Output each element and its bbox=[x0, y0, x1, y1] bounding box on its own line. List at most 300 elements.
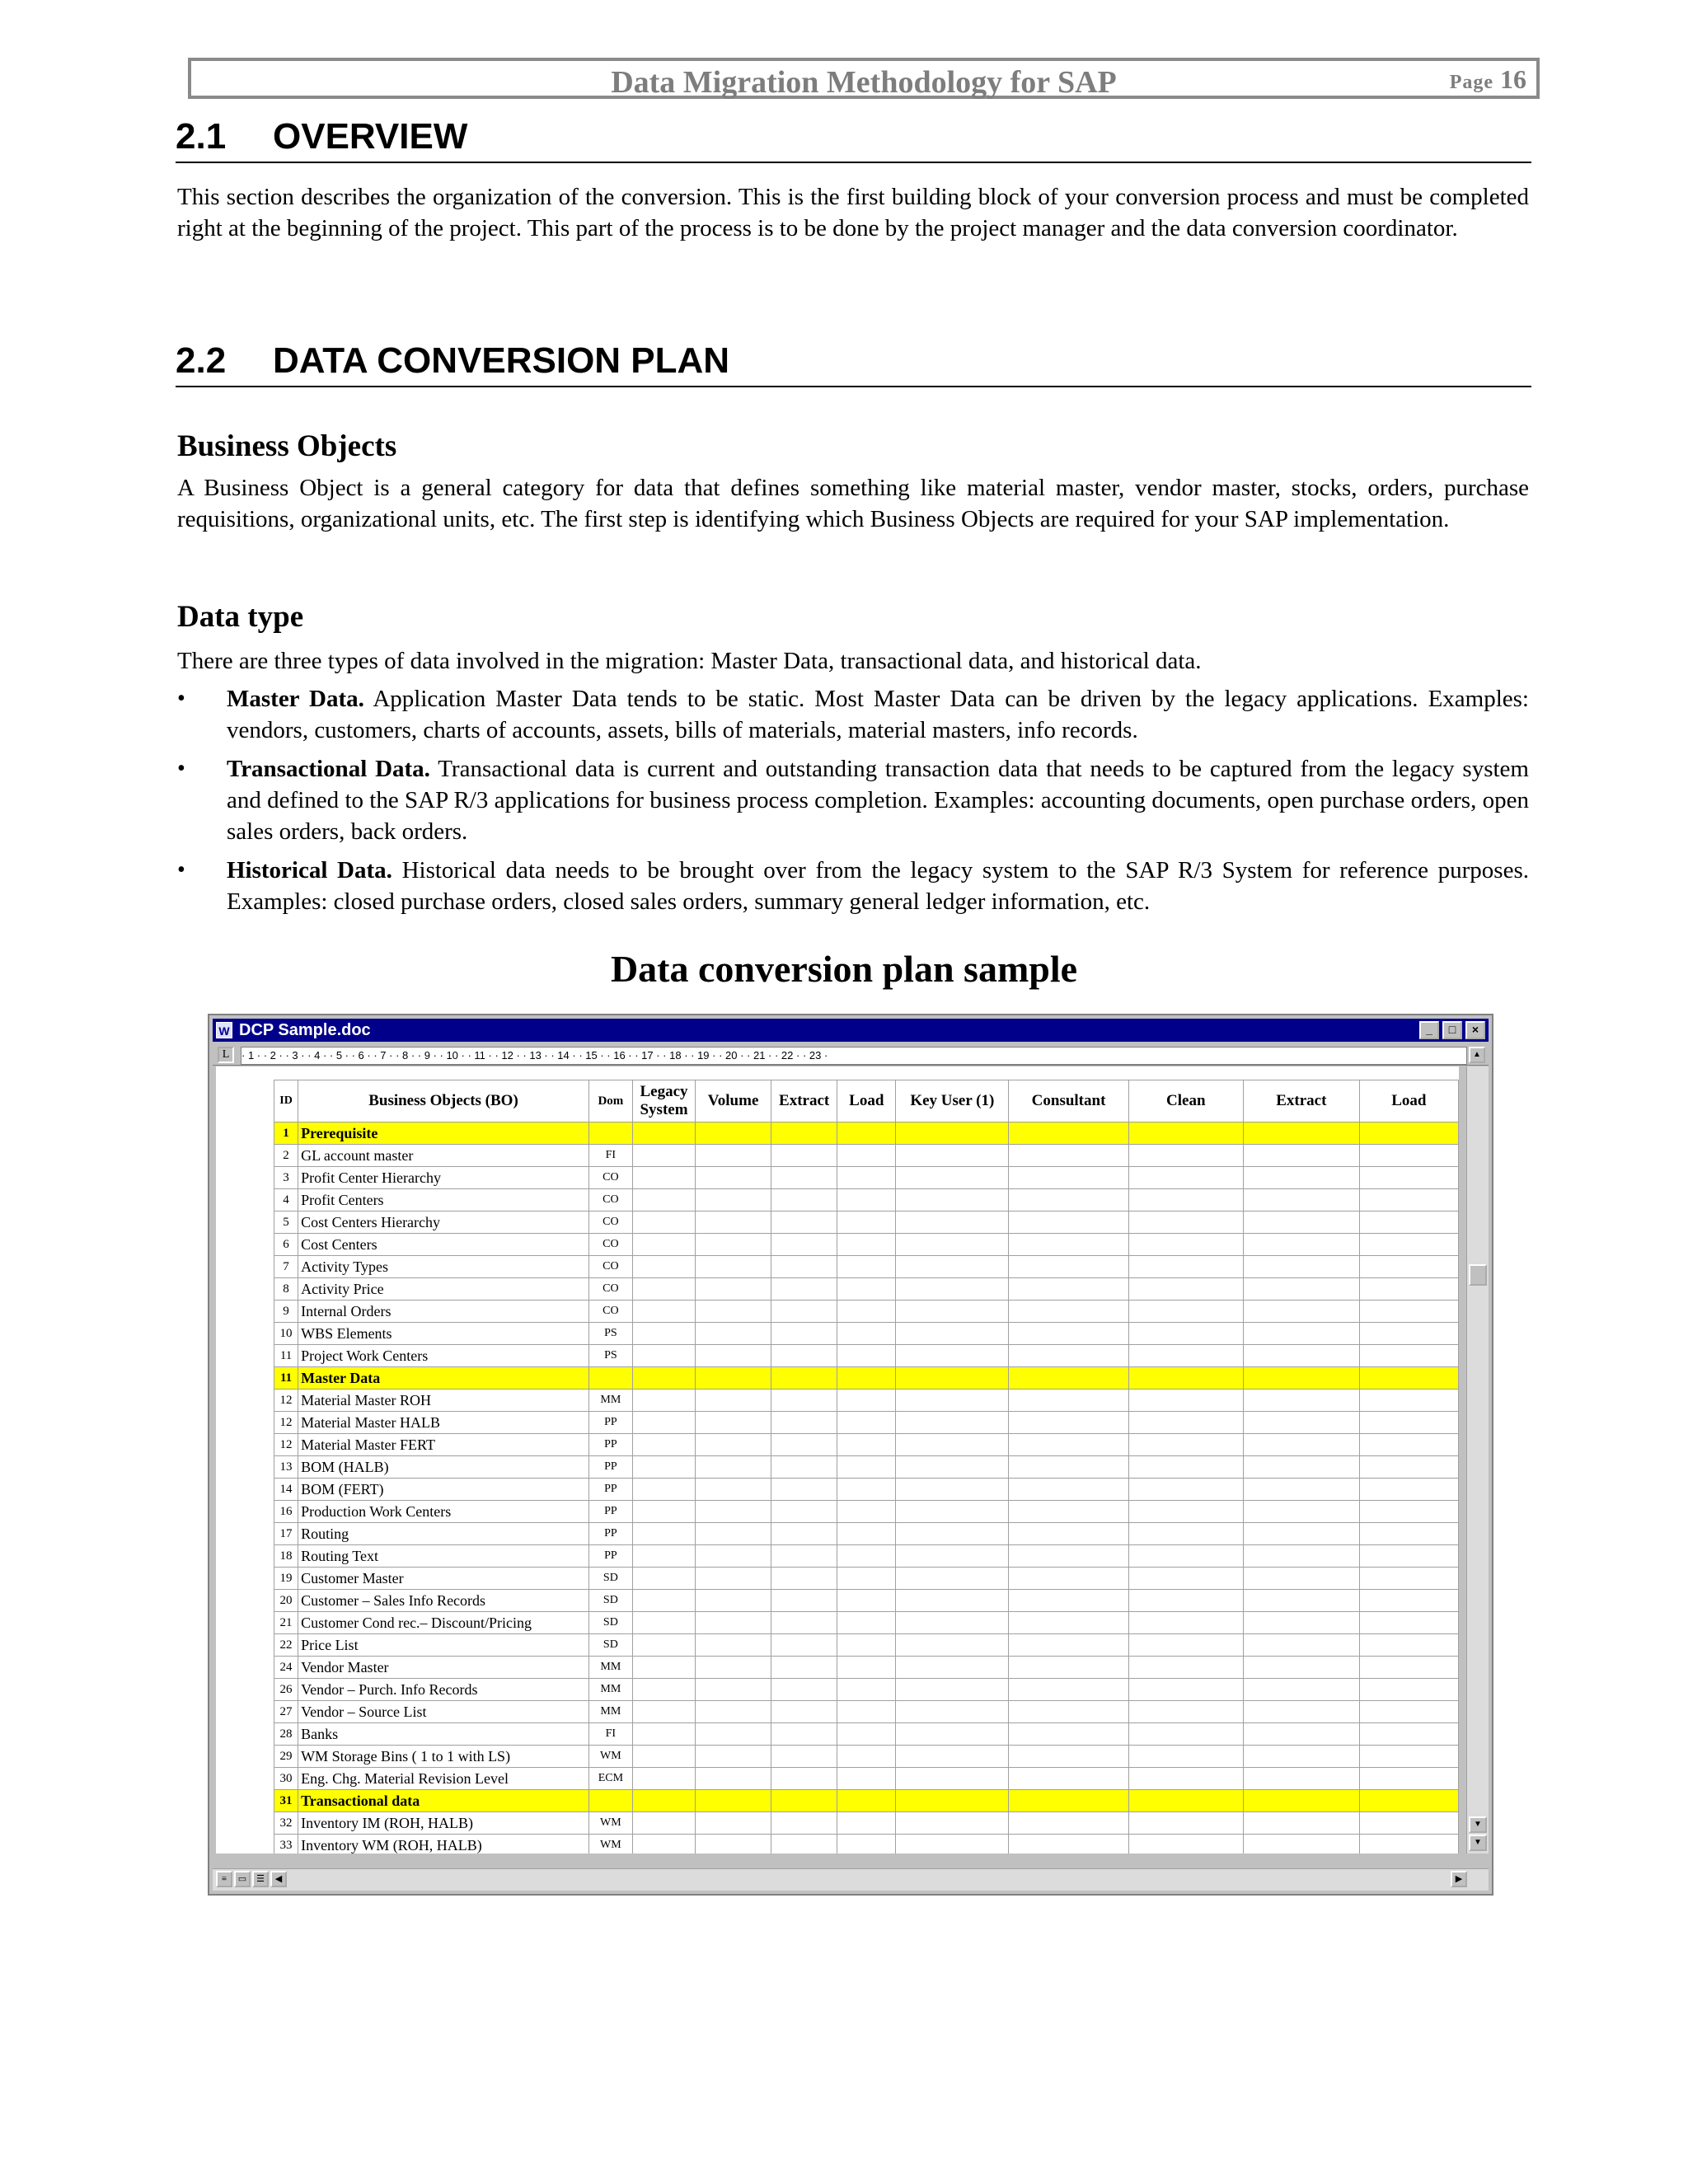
business-object-cell[interactable]: Profit Centers bbox=[298, 1189, 589, 1212]
business-object-cell[interactable]: Material Master ROH bbox=[298, 1390, 589, 1412]
consultant-cell[interactable] bbox=[1009, 1345, 1128, 1367]
consultant-cell[interactable] bbox=[1009, 1479, 1128, 1501]
domain-cell[interactable]: WM bbox=[588, 1812, 632, 1835]
consultant-cell[interactable] bbox=[1009, 1390, 1128, 1412]
extract-cell[interactable] bbox=[771, 1189, 837, 1212]
domain-cell[interactable]: SD bbox=[588, 1634, 632, 1657]
key-user-cell[interactable] bbox=[896, 1723, 1009, 1746]
volume-cell[interactable] bbox=[696, 1256, 771, 1278]
load-cell[interactable] bbox=[837, 1256, 896, 1278]
consultant-cell[interactable] bbox=[1009, 1301, 1128, 1323]
load-cell[interactable] bbox=[837, 1679, 896, 1701]
load-cell[interactable] bbox=[837, 1723, 896, 1746]
load-2-cell[interactable] bbox=[1359, 1523, 1458, 1545]
clean-cell[interactable] bbox=[1128, 1768, 1243, 1790]
load-cell[interactable] bbox=[837, 1545, 896, 1568]
clean-cell[interactable] bbox=[1128, 1657, 1243, 1679]
load-2-cell[interactable] bbox=[1359, 1701, 1458, 1723]
extract-cell[interactable] bbox=[771, 1768, 837, 1790]
row-id-cell[interactable]: 30 bbox=[274, 1768, 298, 1790]
key-user-cell[interactable] bbox=[896, 1212, 1009, 1234]
row-id-cell[interactable]: 12 bbox=[274, 1434, 298, 1456]
extract-2-cell[interactable] bbox=[1243, 1657, 1359, 1679]
extract-cell[interactable] bbox=[771, 1167, 837, 1189]
business-object-cell[interactable]: Customer Master bbox=[298, 1568, 589, 1590]
domain-cell[interactable]: PS bbox=[588, 1345, 632, 1367]
load-2-cell[interactable] bbox=[1359, 1434, 1458, 1456]
domain-cell[interactable]: PP bbox=[588, 1456, 632, 1479]
extract-2-cell[interactable] bbox=[1243, 1568, 1359, 1590]
load-cell[interactable] bbox=[837, 1234, 896, 1256]
business-object-cell[interactable]: BOM (HALB) bbox=[298, 1456, 589, 1479]
extract-cell[interactable] bbox=[771, 1790, 837, 1812]
legacy-system-cell[interactable] bbox=[632, 1189, 695, 1212]
load-2-cell[interactable] bbox=[1359, 1122, 1458, 1145]
domain-cell[interactable]: WM bbox=[588, 1835, 632, 1854]
row-id-cell[interactable]: 16 bbox=[274, 1501, 298, 1523]
consultant-cell[interactable] bbox=[1009, 1835, 1128, 1854]
business-object-cell[interactable]: Banks bbox=[298, 1723, 589, 1746]
row-id-cell[interactable]: 12 bbox=[274, 1412, 298, 1434]
key-user-cell[interactable] bbox=[896, 1367, 1009, 1390]
extract-cell[interactable] bbox=[771, 1746, 837, 1768]
extract-2-cell[interactable] bbox=[1243, 1145, 1359, 1167]
row-id-cell[interactable]: 26 bbox=[274, 1679, 298, 1701]
domain-cell[interactable]: MM bbox=[588, 1701, 632, 1723]
extract-2-cell[interactable] bbox=[1243, 1256, 1359, 1278]
domain-cell[interactable]: PP bbox=[588, 1479, 632, 1501]
business-object-cell[interactable]: Transactional data bbox=[298, 1790, 589, 1812]
key-user-cell[interactable] bbox=[896, 1167, 1009, 1189]
row-id-cell[interactable]: 20 bbox=[274, 1590, 298, 1612]
clean-cell[interactable] bbox=[1128, 1323, 1243, 1345]
volume-cell[interactable] bbox=[696, 1657, 771, 1679]
extract-2-cell[interactable] bbox=[1243, 1723, 1359, 1746]
key-user-cell[interactable] bbox=[896, 1523, 1009, 1545]
outline-view-icon[interactable]: ☰ bbox=[252, 1871, 269, 1887]
row-id-cell[interactable]: 32 bbox=[274, 1812, 298, 1835]
extract-cell[interactable] bbox=[771, 1812, 837, 1835]
extract-cell[interactable] bbox=[771, 1122, 837, 1145]
extract-2-cell[interactable] bbox=[1243, 1122, 1359, 1145]
key-user-cell[interactable] bbox=[896, 1568, 1009, 1590]
business-object-cell[interactable]: Customer Cond rec.– Discount/Pricing bbox=[298, 1612, 589, 1634]
clean-cell[interactable] bbox=[1128, 1790, 1243, 1812]
maximize-icon[interactable]: □ bbox=[1442, 1021, 1462, 1039]
key-user-cell[interactable] bbox=[896, 1679, 1009, 1701]
legacy-system-cell[interactable] bbox=[632, 1278, 695, 1301]
extract-2-cell[interactable] bbox=[1243, 1545, 1359, 1568]
volume-cell[interactable] bbox=[696, 1323, 771, 1345]
clean-cell[interactable] bbox=[1128, 1835, 1243, 1854]
legacy-system-cell[interactable] bbox=[632, 1212, 695, 1234]
extract-cell[interactable] bbox=[771, 1301, 837, 1323]
row-id-cell[interactable]: 13 bbox=[274, 1456, 298, 1479]
clean-cell[interactable] bbox=[1128, 1278, 1243, 1301]
load-cell[interactable] bbox=[837, 1768, 896, 1790]
key-user-cell[interactable] bbox=[896, 1256, 1009, 1278]
business-object-cell[interactable]: Vendor – Purch. Info Records bbox=[298, 1679, 589, 1701]
clean-cell[interactable] bbox=[1128, 1479, 1243, 1501]
extract-2-cell[interactable] bbox=[1243, 1390, 1359, 1412]
load-cell[interactable] bbox=[837, 1479, 896, 1501]
consultant-cell[interactable] bbox=[1009, 1812, 1128, 1835]
consultant-cell[interactable] bbox=[1009, 1212, 1128, 1234]
legacy-system-cell[interactable] bbox=[632, 1523, 695, 1545]
ruler[interactable] bbox=[213, 1045, 1489, 1066]
domain-cell[interactable]: CO bbox=[588, 1278, 632, 1301]
domain-cell[interactable]: CO bbox=[588, 1256, 632, 1278]
extract-cell[interactable] bbox=[771, 1323, 837, 1345]
clean-cell[interactable] bbox=[1128, 1701, 1243, 1723]
legacy-system-cell[interactable] bbox=[632, 1701, 695, 1723]
business-object-cell[interactable]: Vendor – Source List bbox=[298, 1701, 589, 1723]
horizontal-scrollbar[interactable] bbox=[213, 1868, 1489, 1891]
domain-cell[interactable]: SD bbox=[588, 1590, 632, 1612]
load-2-cell[interactable] bbox=[1359, 1723, 1458, 1746]
load-2-cell[interactable] bbox=[1359, 1501, 1458, 1523]
load-cell[interactable] bbox=[837, 1835, 896, 1854]
scroll-left-icon[interactable]: ◀ bbox=[270, 1871, 287, 1887]
key-user-cell[interactable] bbox=[896, 1545, 1009, 1568]
clean-cell[interactable] bbox=[1128, 1523, 1243, 1545]
extract-cell[interactable] bbox=[771, 1412, 837, 1434]
clean-cell[interactable] bbox=[1128, 1412, 1243, 1434]
volume-cell[interactable] bbox=[696, 1145, 771, 1167]
load-cell[interactable] bbox=[837, 1145, 896, 1167]
extract-cell[interactable] bbox=[771, 1657, 837, 1679]
key-user-cell[interactable] bbox=[896, 1278, 1009, 1301]
domain-cell[interactable]: WM bbox=[588, 1746, 632, 1768]
business-object-cell[interactable]: Project Work Centers bbox=[298, 1345, 589, 1367]
business-object-cell[interactable]: Inventory IM (ROH, HALB) bbox=[298, 1812, 589, 1835]
load-2-cell[interactable] bbox=[1359, 1612, 1458, 1634]
row-id-cell[interactable]: 7 bbox=[274, 1256, 298, 1278]
extract-cell[interactable] bbox=[771, 1234, 837, 1256]
extract-2-cell[interactable] bbox=[1243, 1835, 1359, 1854]
extract-2-cell[interactable] bbox=[1243, 1612, 1359, 1634]
volume-cell[interactable] bbox=[696, 1412, 771, 1434]
legacy-system-cell[interactable] bbox=[632, 1301, 695, 1323]
volume-cell[interactable] bbox=[696, 1501, 771, 1523]
extract-2-cell[interactable] bbox=[1243, 1434, 1359, 1456]
clean-cell[interactable] bbox=[1128, 1723, 1243, 1746]
load-2-cell[interactable] bbox=[1359, 1746, 1458, 1768]
clean-cell[interactable] bbox=[1128, 1145, 1243, 1167]
domain-cell[interactable]: PP bbox=[588, 1434, 632, 1456]
next-page-icon[interactable]: ▼ bbox=[1469, 1835, 1487, 1851]
vertical-scroll-thumb[interactable] bbox=[1469, 1264, 1487, 1286]
row-id-cell[interactable]: 8 bbox=[274, 1278, 298, 1301]
row-id-cell[interactable]: 24 bbox=[274, 1657, 298, 1679]
consultant-cell[interactable] bbox=[1009, 1256, 1128, 1278]
extract-2-cell[interactable] bbox=[1243, 1479, 1359, 1501]
volume-cell[interactable] bbox=[696, 1479, 771, 1501]
key-user-cell[interactable] bbox=[896, 1323, 1009, 1345]
volume-cell[interactable] bbox=[696, 1301, 771, 1323]
key-user-cell[interactable] bbox=[896, 1145, 1009, 1167]
load-2-cell[interactable] bbox=[1359, 1590, 1458, 1612]
consultant-cell[interactable] bbox=[1009, 1768, 1128, 1790]
volume-cell[interactable] bbox=[696, 1701, 771, 1723]
load-2-cell[interactable] bbox=[1359, 1456, 1458, 1479]
volume-cell[interactable] bbox=[696, 1545, 771, 1568]
key-user-cell[interactable] bbox=[896, 1456, 1009, 1479]
extract-cell[interactable] bbox=[771, 1479, 837, 1501]
consultant-cell[interactable] bbox=[1009, 1568, 1128, 1590]
business-object-cell[interactable]: Activity Price bbox=[298, 1278, 589, 1301]
extract-cell[interactable] bbox=[771, 1212, 837, 1234]
consultant-cell[interactable] bbox=[1009, 1367, 1128, 1390]
consultant-cell[interactable] bbox=[1009, 1278, 1128, 1301]
domain-cell[interactable]: CO bbox=[588, 1301, 632, 1323]
extract-2-cell[interactable] bbox=[1243, 1212, 1359, 1234]
clean-cell[interactable] bbox=[1128, 1434, 1243, 1456]
load-cell[interactable] bbox=[837, 1501, 896, 1523]
domain-cell[interactable]: PP bbox=[588, 1523, 632, 1545]
key-user-cell[interactable] bbox=[896, 1412, 1009, 1434]
business-object-cell[interactable]: Material Master HALB bbox=[298, 1412, 589, 1434]
domain-cell[interactable]: PP bbox=[588, 1501, 632, 1523]
consultant-cell[interactable] bbox=[1009, 1746, 1128, 1768]
row-id-cell[interactable]: 14 bbox=[274, 1479, 298, 1501]
consultant-cell[interactable] bbox=[1009, 1612, 1128, 1634]
volume-cell[interactable] bbox=[696, 1812, 771, 1835]
key-user-cell[interactable] bbox=[896, 1634, 1009, 1657]
consultant-cell[interactable] bbox=[1009, 1790, 1128, 1812]
key-user-cell[interactable] bbox=[896, 1501, 1009, 1523]
load-cell[interactable] bbox=[837, 1812, 896, 1835]
consultant-cell[interactable] bbox=[1009, 1523, 1128, 1545]
load-cell[interactable] bbox=[837, 1612, 896, 1634]
extract-2-cell[interactable] bbox=[1243, 1456, 1359, 1479]
extract-2-cell[interactable] bbox=[1243, 1590, 1359, 1612]
volume-cell[interactable] bbox=[696, 1568, 771, 1590]
extract-cell[interactable] bbox=[771, 1590, 837, 1612]
load-cell[interactable] bbox=[837, 1390, 896, 1412]
row-id-cell[interactable]: 5 bbox=[274, 1212, 298, 1234]
load-2-cell[interactable] bbox=[1359, 1212, 1458, 1234]
volume-cell[interactable] bbox=[696, 1835, 771, 1854]
window-titlebar[interactable] bbox=[213, 1019, 1489, 1042]
key-user-cell[interactable] bbox=[896, 1612, 1009, 1634]
domain-cell[interactable]: PP bbox=[588, 1412, 632, 1434]
clean-cell[interactable] bbox=[1128, 1746, 1243, 1768]
load-2-cell[interactable] bbox=[1359, 1256, 1458, 1278]
extract-2-cell[interactable] bbox=[1243, 1412, 1359, 1434]
business-object-cell[interactable]: GL account master bbox=[298, 1145, 589, 1167]
business-object-cell[interactable]: WM Storage Bins ( 1 to 1 with LS) bbox=[298, 1746, 589, 1768]
clean-cell[interactable] bbox=[1128, 1301, 1243, 1323]
domain-cell[interactable]: SD bbox=[588, 1612, 632, 1634]
row-id-cell[interactable]: 11 bbox=[274, 1345, 298, 1367]
extract-cell[interactable] bbox=[771, 1679, 837, 1701]
key-user-cell[interactable] bbox=[896, 1301, 1009, 1323]
business-object-cell[interactable]: Internal Orders bbox=[298, 1301, 589, 1323]
business-object-cell[interactable]: Customer – Sales Info Records bbox=[298, 1590, 589, 1612]
load-cell[interactable] bbox=[837, 1590, 896, 1612]
extract-cell[interactable] bbox=[771, 1367, 837, 1390]
extract-cell[interactable] bbox=[771, 1723, 837, 1746]
load-2-cell[interactable] bbox=[1359, 1301, 1458, 1323]
extract-2-cell[interactable] bbox=[1243, 1701, 1359, 1723]
domain-cell[interactable] bbox=[588, 1790, 632, 1812]
row-id-cell[interactable]: 21 bbox=[274, 1612, 298, 1634]
clean-cell[interactable] bbox=[1128, 1456, 1243, 1479]
load-2-cell[interactable] bbox=[1359, 1167, 1458, 1189]
close-icon[interactable]: × bbox=[1465, 1021, 1485, 1039]
clean-cell[interactable] bbox=[1128, 1590, 1243, 1612]
volume-cell[interactable] bbox=[696, 1746, 771, 1768]
load-cell[interactable] bbox=[837, 1278, 896, 1301]
row-id-cell[interactable]: 11 bbox=[274, 1367, 298, 1390]
volume-cell[interactable] bbox=[696, 1212, 771, 1234]
consultant-cell[interactable] bbox=[1009, 1590, 1128, 1612]
load-cell[interactable] bbox=[837, 1167, 896, 1189]
load-2-cell[interactable] bbox=[1359, 1634, 1458, 1657]
key-user-cell[interactable] bbox=[896, 1479, 1009, 1501]
key-user-cell[interactable] bbox=[896, 1434, 1009, 1456]
volume-cell[interactable] bbox=[696, 1612, 771, 1634]
extract-2-cell[interactable] bbox=[1243, 1768, 1359, 1790]
load-cell[interactable] bbox=[837, 1412, 896, 1434]
extract-cell[interactable] bbox=[771, 1145, 837, 1167]
clean-cell[interactable] bbox=[1128, 1256, 1243, 1278]
volume-cell[interactable] bbox=[696, 1790, 771, 1812]
extract-cell[interactable] bbox=[771, 1256, 837, 1278]
clean-cell[interactable] bbox=[1128, 1367, 1243, 1390]
load-2-cell[interactable] bbox=[1359, 1545, 1458, 1568]
extract-cell[interactable] bbox=[771, 1835, 837, 1854]
key-user-cell[interactable] bbox=[896, 1189, 1009, 1212]
legacy-system-cell[interactable] bbox=[632, 1568, 695, 1590]
volume-cell[interactable] bbox=[696, 1456, 771, 1479]
business-object-cell[interactable]: Routing bbox=[298, 1523, 589, 1545]
load-2-cell[interactable] bbox=[1359, 1189, 1458, 1212]
key-user-cell[interactable] bbox=[896, 1701, 1009, 1723]
clean-cell[interactable] bbox=[1128, 1812, 1243, 1835]
extract-2-cell[interactable] bbox=[1243, 1812, 1359, 1835]
extract-2-cell[interactable] bbox=[1243, 1746, 1359, 1768]
legacy-system-cell[interactable] bbox=[632, 1657, 695, 1679]
extract-2-cell[interactable] bbox=[1243, 1278, 1359, 1301]
row-id-cell[interactable]: 1 bbox=[274, 1122, 298, 1145]
extract-cell[interactable] bbox=[771, 1612, 837, 1634]
load-cell[interactable] bbox=[837, 1122, 896, 1145]
load-2-cell[interactable] bbox=[1359, 1412, 1458, 1434]
clean-cell[interactable] bbox=[1128, 1122, 1243, 1145]
row-id-cell[interactable]: 6 bbox=[274, 1234, 298, 1256]
load-2-cell[interactable] bbox=[1359, 1568, 1458, 1590]
legacy-system-cell[interactable] bbox=[632, 1412, 695, 1434]
scroll-up-icon[interactable]: ▲ bbox=[1469, 1047, 1485, 1063]
domain-cell[interactable]: FI bbox=[588, 1145, 632, 1167]
key-user-cell[interactable] bbox=[896, 1746, 1009, 1768]
row-id-cell[interactable]: 12 bbox=[274, 1390, 298, 1412]
clean-cell[interactable] bbox=[1128, 1167, 1243, 1189]
extract-cell[interactable] bbox=[771, 1434, 837, 1456]
business-object-cell[interactable]: Eng. Chg. Material Revision Level bbox=[298, 1768, 589, 1790]
document-area[interactable] bbox=[216, 1066, 1459, 1854]
load-2-cell[interactable] bbox=[1359, 1323, 1458, 1345]
row-id-cell[interactable]: 19 bbox=[274, 1568, 298, 1590]
legacy-system-cell[interactable] bbox=[632, 1390, 695, 1412]
extract-cell[interactable] bbox=[771, 1701, 837, 1723]
load-2-cell[interactable] bbox=[1359, 1790, 1458, 1812]
load-cell[interactable] bbox=[837, 1790, 896, 1812]
volume-cell[interactable] bbox=[696, 1679, 771, 1701]
load-2-cell[interactable] bbox=[1359, 1679, 1458, 1701]
legacy-system-cell[interactable] bbox=[632, 1746, 695, 1768]
business-object-cell[interactable]: Routing Text bbox=[298, 1545, 589, 1568]
business-object-cell[interactable]: Material Master FERT bbox=[298, 1434, 589, 1456]
key-user-cell[interactable] bbox=[896, 1812, 1009, 1835]
volume-cell[interactable] bbox=[696, 1723, 771, 1746]
load-2-cell[interactable] bbox=[1359, 1390, 1458, 1412]
business-object-cell[interactable]: Cost Centers bbox=[298, 1234, 589, 1256]
domain-cell[interactable]: MM bbox=[588, 1657, 632, 1679]
load-cell[interactable] bbox=[837, 1434, 896, 1456]
load-2-cell[interactable] bbox=[1359, 1345, 1458, 1367]
load-2-cell[interactable] bbox=[1359, 1479, 1458, 1501]
volume-cell[interactable] bbox=[696, 1367, 771, 1390]
load-2-cell[interactable] bbox=[1359, 1367, 1458, 1390]
extract-cell[interactable] bbox=[771, 1345, 837, 1367]
extract-2-cell[interactable] bbox=[1243, 1323, 1359, 1345]
domain-cell[interactable]: PS bbox=[588, 1323, 632, 1345]
domain-cell[interactable] bbox=[588, 1122, 632, 1145]
extract-cell[interactable] bbox=[771, 1501, 837, 1523]
key-user-cell[interactable] bbox=[896, 1768, 1009, 1790]
legacy-system-cell[interactable] bbox=[632, 1167, 695, 1189]
row-id-cell[interactable]: 33 bbox=[274, 1835, 298, 1854]
consultant-cell[interactable] bbox=[1009, 1723, 1128, 1746]
extract-2-cell[interactable] bbox=[1243, 1234, 1359, 1256]
legacy-system-cell[interactable] bbox=[632, 1634, 695, 1657]
tab-stop-selector[interactable]: L bbox=[218, 1047, 234, 1063]
key-user-cell[interactable] bbox=[896, 1390, 1009, 1412]
clean-cell[interactable] bbox=[1128, 1345, 1243, 1367]
consultant-cell[interactable] bbox=[1009, 1167, 1128, 1189]
extract-2-cell[interactable] bbox=[1243, 1634, 1359, 1657]
clean-cell[interactable] bbox=[1128, 1634, 1243, 1657]
domain-cell[interactable]: CO bbox=[588, 1167, 632, 1189]
legacy-system-cell[interactable] bbox=[632, 1790, 695, 1812]
row-id-cell[interactable]: 28 bbox=[274, 1723, 298, 1746]
extract-2-cell[interactable] bbox=[1243, 1523, 1359, 1545]
load-2-cell[interactable] bbox=[1359, 1234, 1458, 1256]
extract-2-cell[interactable] bbox=[1243, 1790, 1359, 1812]
extract-2-cell[interactable] bbox=[1243, 1345, 1359, 1367]
legacy-system-cell[interactable] bbox=[632, 1612, 695, 1634]
consultant-cell[interactable] bbox=[1009, 1434, 1128, 1456]
volume-cell[interactable] bbox=[696, 1590, 771, 1612]
legacy-system-cell[interactable] bbox=[632, 1479, 695, 1501]
load-cell[interactable] bbox=[837, 1301, 896, 1323]
legacy-system-cell[interactable] bbox=[632, 1768, 695, 1790]
legacy-system-cell[interactable] bbox=[632, 1234, 695, 1256]
load-cell[interactable] bbox=[837, 1746, 896, 1768]
clean-cell[interactable] bbox=[1128, 1234, 1243, 1256]
business-object-cell[interactable]: Master Data bbox=[298, 1367, 589, 1390]
consultant-cell[interactable] bbox=[1009, 1545, 1128, 1568]
load-2-cell[interactable] bbox=[1359, 1145, 1458, 1167]
business-object-cell[interactable]: Activity Types bbox=[298, 1256, 589, 1278]
key-user-cell[interactable] bbox=[896, 1657, 1009, 1679]
volume-cell[interactable] bbox=[696, 1523, 771, 1545]
extract-2-cell[interactable] bbox=[1243, 1367, 1359, 1390]
volume-cell[interactable] bbox=[696, 1167, 771, 1189]
